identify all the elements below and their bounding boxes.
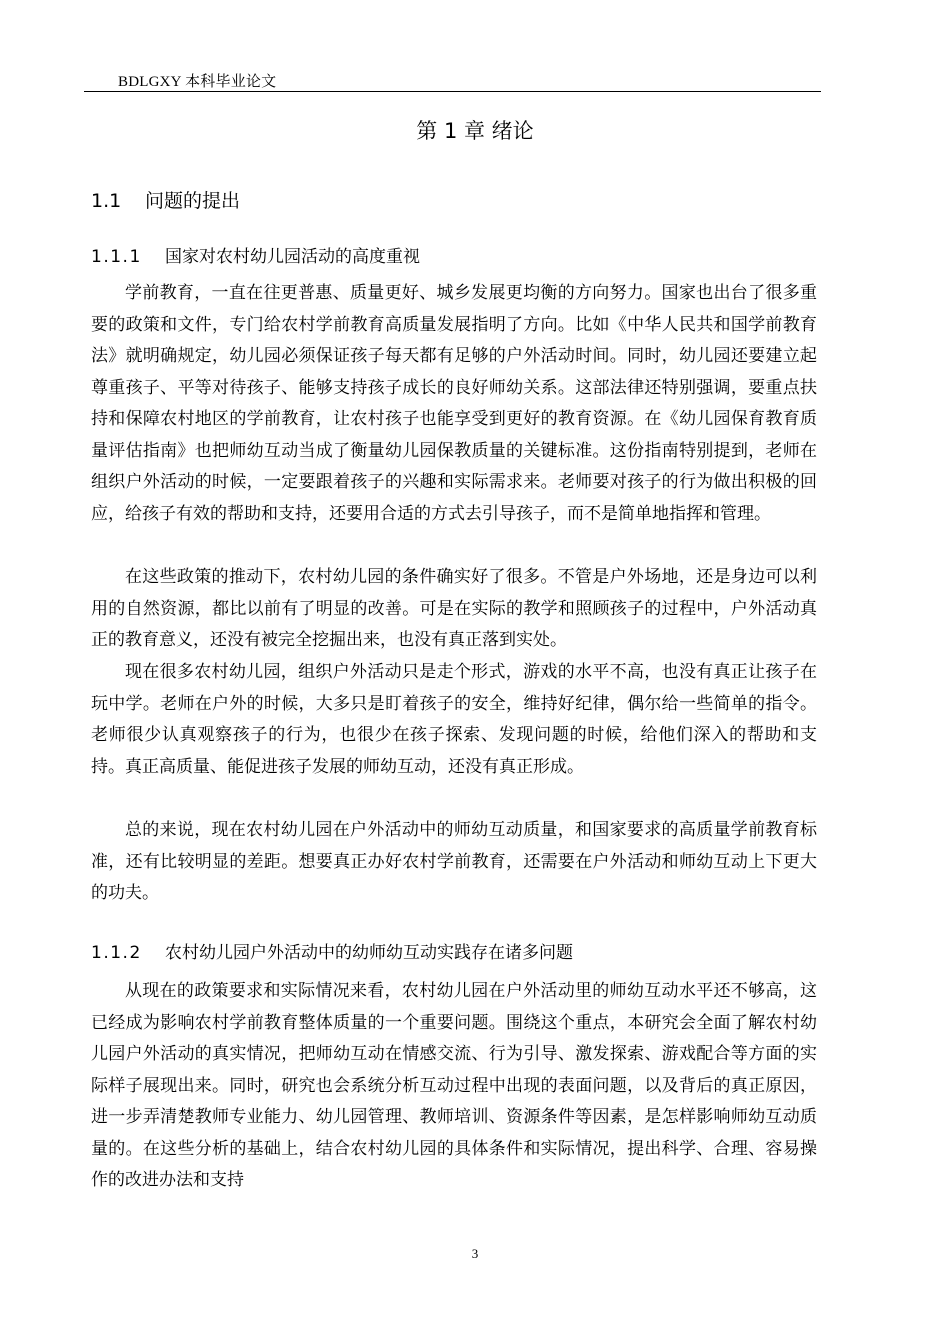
section-heading-1-1 <box>91 186 240 213</box>
header-title: BDLGXY 本科毕业论文 <box>118 74 277 90</box>
paragraph: 从现在的政策要求和实际情况来看，农村幼儿园在户外活动里的师幼互动水平还不够高，这已经成为影响农村学前教育整体质量的一个重要问题。围绕这个重点，本研究会全面了解农村幼儿园户外活动的真实情况，把师幼互动在情感交流、行为引导、激发探索、游戏配合等方面的实际样子展现出来。同时，研究也会系统分析互动过程中出现的表面问题，以及背后的真正原因，进一步弄清楚教师专业能力、幼儿园管理、教师培训、资源条件等因素，是怎样影响师幼互动质量的。在这些分析的基础上，结合农村幼儿园的具体条件和实际情况，提出科学、合理、容易操作的改进办法和支持 <box>91 981 817 1190</box>
paragraph: 现在很多农村幼儿园，组织户外活动只是走个形式，游戏的水平不高，也没有真正让孩子在玩中学。老师在户外的时候，大多只是盯着孩子的安全，维持好纪律，偶尔给一些简单的指令。老师很少认真观察孩子的行为，也很少在孩子探索、发现问题的时候，给他们深入的帮助和支持。真正高质量、能促进孩子发展的师幼互动，还没有真正形成。 <box>91 662 817 777</box>
section-title: 问题的提出 <box>145 190 241 212</box>
chapter-title: 第 1 章 绪论 <box>416 119 534 143</box>
subsection-title: 国家对农村幼儿园活动的高度重视 <box>165 247 420 267</box>
subsection-number: 1.1.1 <box>91 247 142 267</box>
header-divider <box>84 91 821 92</box>
paragraph: 总的来说，现在农村幼儿园在户外活动中的师幼互动质量，和国家要求的高质量学前教育标准，还有比较明显的差距。想要真正办好农村学前教育，还需要在户外活动和师幼互动上下更大的功夫。 <box>91 820 817 903</box>
paragraph: 学前教育，一直在往更普惠、质量更好、城乡发展更均衡的方向努力。国家也出台了很多重要的政策和文件，专门给农村学前教育高质量发展指明了方向。比如《中华人民共和国学前教育法》就明确规定，幼儿园必须保证孩子每天都有足够的户外活动时间。同时，幼儿园还要建立起尊重孩子、平等对待孩子、能够支持孩子成长的良好师幼关系。这部法律还特别强调，要重点扶持和保障农村地区的学前教育，让农村孩子也能享受到更好的教育资源。在《幼儿园保育教育质量评估指南》也把师幼互动当成了衡量幼儿园保教质量的关键标准。这份指南特别提到，老师在组织户外活动的时候，一定要跟着孩子的兴趣和实际需求来。老师要对孩子的行为做出积极的回应，给孩子有效的帮助和支持，还要用合适的方式去引导孩子，而不是简单地指挥和管理。 <box>91 283 817 524</box>
section-number: 1.1 <box>91 190 122 212</box>
subsection-heading-1-1-1 <box>91 242 420 267</box>
page-number: 3 <box>471 1246 479 1261</box>
subsection-heading-1-1-2 <box>91 938 573 963</box>
paragraph: 在这些政策的推动下，农村幼儿园的条件确实好了很多。不管是户外场地，还是身边可以利用的自然资源，都比以前有了明显的改善。可是在实际的教学和照顾孩子的过程中，户外活动真正的教育意义，还没有被完全挖掘出来，也没有真正落到实处。 <box>91 567 817 650</box>
subsection-number: 1.1.2 <box>91 943 142 963</box>
subsection-title: 农村幼儿园户外活动中的幼师幼互动实践存在诸多问题 <box>165 943 573 963</box>
